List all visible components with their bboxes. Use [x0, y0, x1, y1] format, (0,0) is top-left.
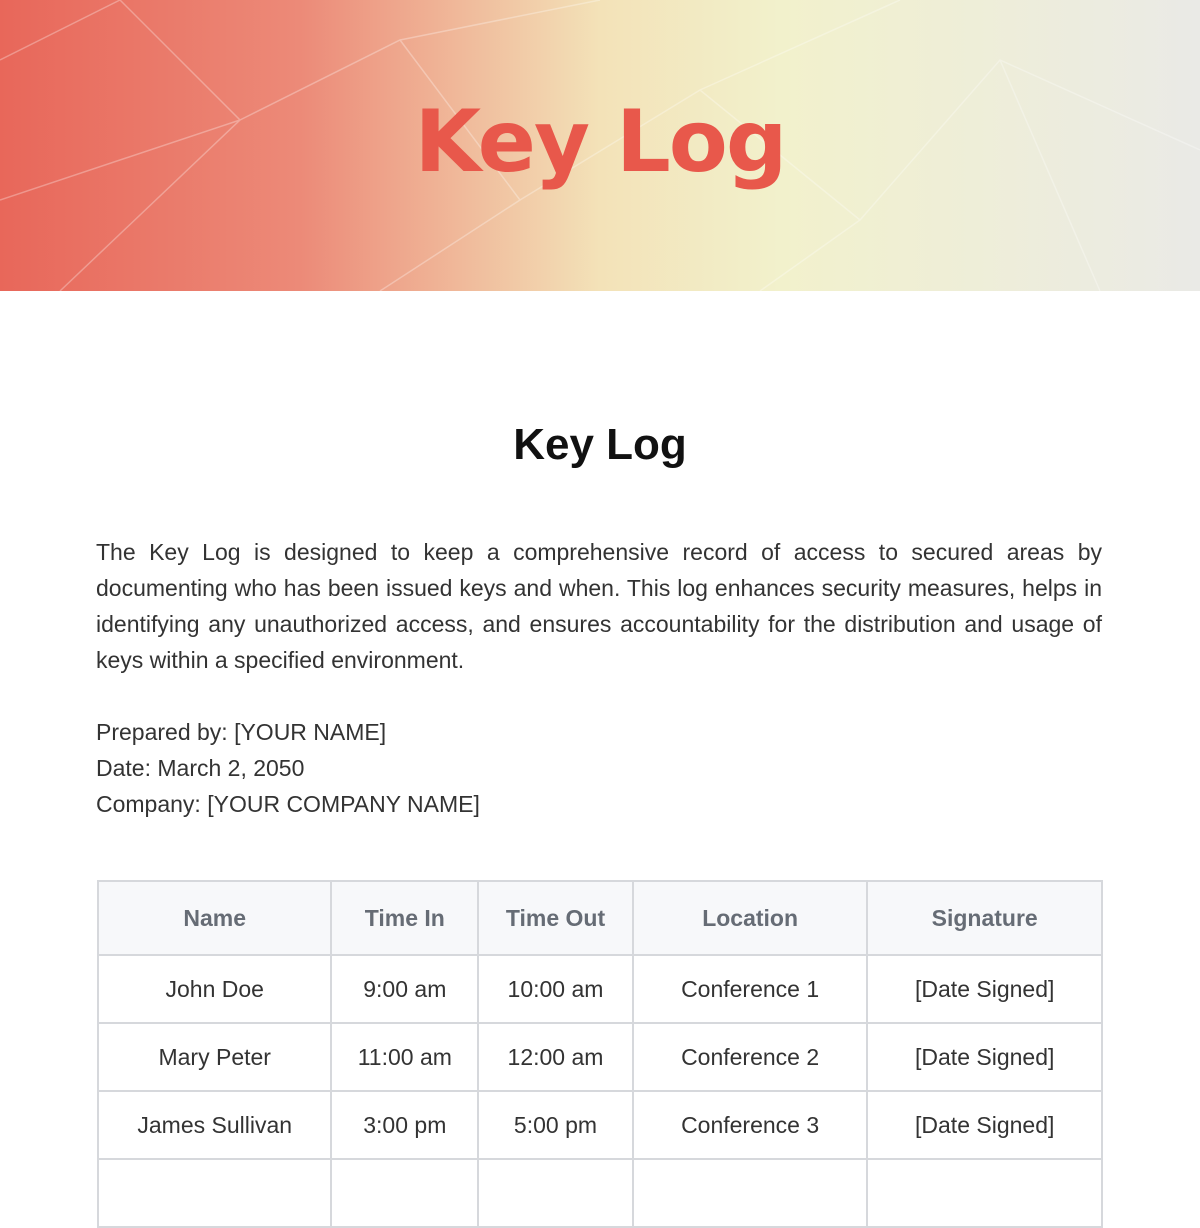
table-cell: 10:00 am: [478, 955, 633, 1023]
column-header: Time In: [331, 881, 478, 955]
table-header-row: [98, 881, 1102, 955]
table-row: [98, 1023, 1102, 1091]
table-cell: Conference 3: [633, 1091, 868, 1159]
table-cell: 3:00 pm: [331, 1091, 478, 1159]
table-cell: 11:00 am: [331, 1023, 478, 1091]
intro-paragraph: The Key Log is designed to keep a comprehensive record of access to secured areas by documenting who has been issued keys and when. This log enhances security measures, helps in identifying any unauthorized access, and ensures accountability for the distribution and usage of keys within a specified environment.: [96, 539, 1102, 673]
column-header: Name: [98, 881, 331, 955]
table-cell: [Date Signed]: [867, 955, 1102, 1023]
table-cell: 5:00 pm: [478, 1091, 633, 1159]
table-cell: Conference 2: [633, 1023, 868, 1091]
column-header: Signature: [867, 881, 1102, 955]
key-log-table: [97, 880, 1103, 1228]
company: Company: [YOUR COMPANY NAME]: [96, 791, 480, 817]
table-cell: [331, 1159, 478, 1227]
table-cell: [867, 1159, 1102, 1227]
table-cell: [Date Signed]: [867, 1091, 1102, 1159]
table-cell: James Sullivan: [98, 1091, 331, 1159]
table-cell: Mary Peter: [98, 1023, 331, 1091]
table-row: [98, 1091, 1102, 1159]
column-header: Time Out: [478, 881, 633, 955]
header-banner: [0, 0, 1200, 291]
page-title: Key Log: [513, 420, 687, 469]
document-meta: [96, 714, 480, 822]
table-cell: [633, 1159, 868, 1227]
banner-title: Key Log: [414, 92, 786, 192]
table-cell: [Date Signed]: [867, 1023, 1102, 1091]
table-cell: 12:00 am: [478, 1023, 633, 1091]
table-cell: [98, 1159, 331, 1227]
date: Date: March 2, 2050: [96, 755, 305, 781]
prepared-by: Prepared by: [YOUR NAME]: [96, 719, 387, 745]
table-row: [98, 955, 1102, 1023]
table-cell: 9:00 am: [331, 955, 478, 1023]
table-cell: John Doe: [98, 955, 331, 1023]
table-row: [98, 1159, 1102, 1227]
column-header: Location: [633, 881, 868, 955]
table-cell: [478, 1159, 633, 1227]
table-cell: Conference 1: [633, 955, 868, 1023]
